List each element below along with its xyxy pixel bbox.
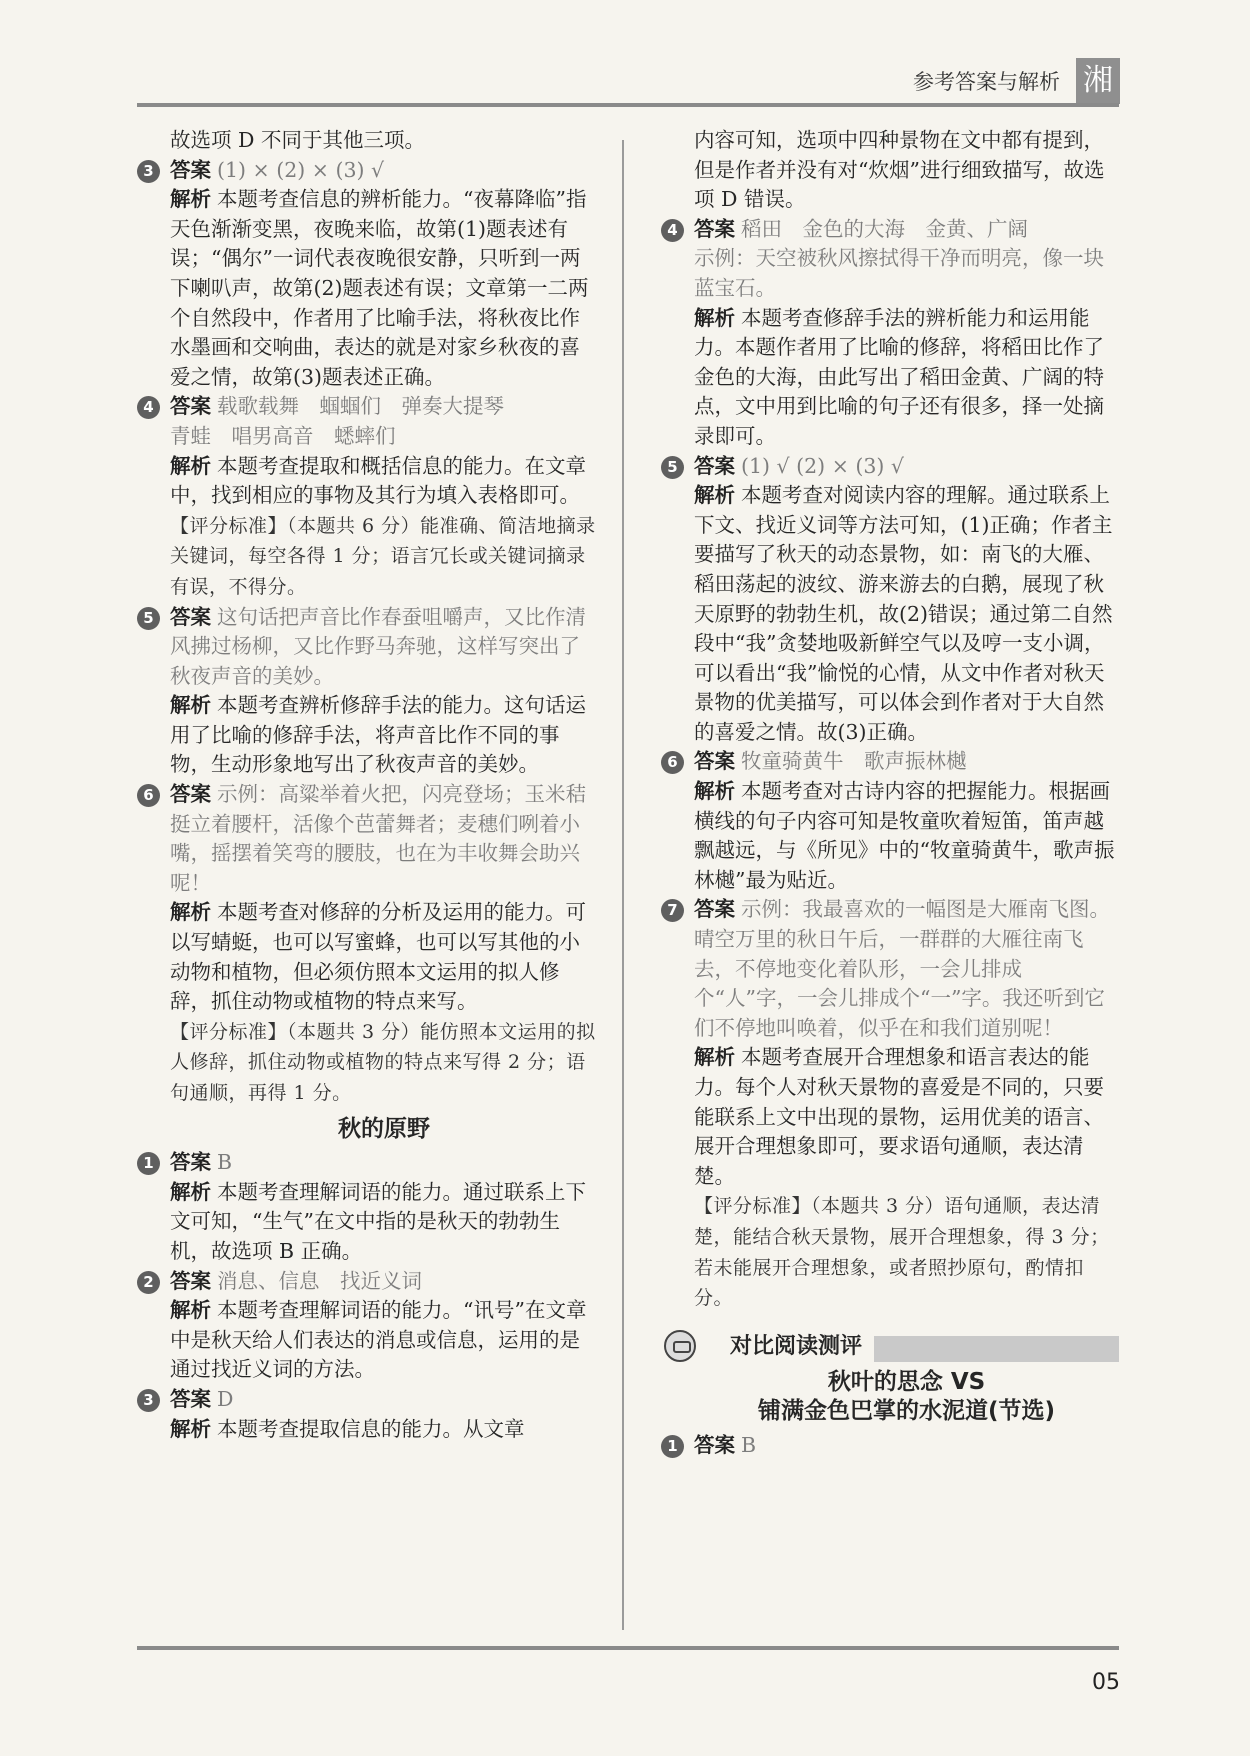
- item-s6: [667, 747, 1119, 895]
- answer-text: 这句话把声音比作春蚕咀嚼声，又比作清风拂过杨柳，又比作野马奔驰，这样写突出了秋夜声音的美妙。: [170, 604, 586, 688]
- compare-title-1: 秋叶的思念 VS: [827, 1368, 986, 1395]
- header-title: 参考答案与解析: [913, 70, 1060, 94]
- bottom-rule: [137, 1646, 1119, 1650]
- answer-text: (1) × (2) × (3) √: [217, 157, 385, 182]
- analysis-label: 解析: [170, 453, 211, 478]
- column-divider: [622, 140, 624, 1630]
- answer-label: 答案: [694, 1432, 735, 1457]
- analysis-text: 本题考查理解词语的能力。“讯号”在文章中是秋天给人们表达的消息或信息，运用的是通过找近义词的方法。: [170, 1298, 587, 1382]
- number-badge: 3: [137, 160, 160, 183]
- answer-label: 答案: [170, 1150, 211, 1175]
- answer-text: 稻田 金色的大海 金黄、广阔: [741, 216, 1028, 241]
- answer-text: B: [741, 1432, 757, 1457]
- number-badge: 6: [137, 784, 160, 807]
- analysis-text: 本题考查修辞手法的辨析能力和运用能力。本题作者用了比喻的修辞，将稻田比作了金色的大海，由此写出了稻田金黄、广阔的特点，文中用到比喻的句子还有很多，择一处摘录即可。: [694, 305, 1104, 448]
- item-s4: [667, 215, 1119, 452]
- compare-title-2: 铺满金色巴掌的水泥道(节选): [757, 1398, 1056, 1425]
- number-badge: 1: [661, 1435, 684, 1458]
- item-q3: [143, 156, 598, 393]
- answer-text: 牧童骑黄牛 歌声振林樾: [741, 749, 967, 774]
- analysis-label: 解析: [694, 1045, 735, 1070]
- item-s2: [143, 1267, 598, 1385]
- answer-text: 示例：高粱举着火把，闪亮登场；玉米秸挺立着腰杆，活像个芭蕾舞者；麦穗们咧着小嘴，摇摆着笑弯的腰肢，也在为丰收舞会助兴呢！: [170, 782, 586, 895]
- example-text: 示例：天空被秋风擦拭得干净而明亮，像一块蓝宝石。: [694, 246, 1104, 300]
- answer-label: 答案: [694, 453, 735, 478]
- reader-icon: [664, 1330, 696, 1362]
- analysis-text: 本题考查提取信息的能力。从文章: [217, 1416, 525, 1441]
- number-badge: 1: [137, 1152, 160, 1175]
- answer-text: 消息、信息 找近义词: [217, 1268, 422, 1293]
- answer-text-2: 青蛙 唱男高音 蟋蟀们: [170, 423, 396, 448]
- number-badge: 4: [661, 219, 684, 242]
- number-badge: 5: [137, 607, 160, 630]
- compare-label: 对比阅读测评: [730, 1333, 863, 1359]
- analysis-label: 解析: [694, 305, 735, 330]
- answer-text-1: 载歌载舞 蝈蝈们 弹奏大提琴: [217, 394, 504, 419]
- analysis-text: 本题考查对修辞的分析及运用的能力。可以写蜻蜓，也可以写蜜蜂，也可以写其他的小动物和植物，但必须仿照本文运用的拟人修辞，抓住动物或植物的特点来写。: [170, 900, 586, 1014]
- top-rule: [137, 103, 1119, 107]
- answer-label: 答案: [170, 1386, 211, 1411]
- item-s1: [143, 1148, 598, 1266]
- answer-label: 答案: [694, 897, 735, 922]
- item-q4: [143, 392, 598, 602]
- analysis-text: 本题考查理解词语的能力。通过联系上下文可知，“生气”在文中指的是秋天的勃勃生机，故选项 B 正确。: [170, 1179, 586, 1263]
- answer-label: 答案: [170, 604, 211, 629]
- left-column: [143, 126, 598, 1444]
- item-s7: [667, 895, 1119, 1313]
- scoring-standard: 【评分标准】（本题共 3 分）语句通顺，表达清楚，能结合秋天景物，展开合理想象，得 3 分；若未能展开合理想象，或者照抄原句，酌情扣分。: [694, 1195, 1110, 1310]
- page-number: 05: [1092, 1670, 1120, 1695]
- analysis-label: 解析: [694, 483, 735, 508]
- analysis-label: 解析: [170, 1179, 211, 1204]
- number-badge: 3: [137, 1389, 160, 1412]
- item-s5: [667, 452, 1119, 748]
- analysis-label: 解析: [170, 900, 211, 925]
- answer-label: 答案: [694, 216, 735, 241]
- right-intro: 内容可知，选项中四种景物在文中都有提到，但是作者并没有对“炊烟”进行细致描写，故选项 D 错误。: [694, 128, 1105, 212]
- header-bar: [874, 1336, 1119, 1362]
- item-q6: [143, 780, 598, 1109]
- number-badge: 7: [661, 899, 684, 922]
- number-badge: 6: [661, 751, 684, 774]
- right-column: [667, 126, 1119, 1461]
- item-s3: [143, 1385, 598, 1444]
- scoring-standard: 【评分标准】（本题共 6 分）能准确、简洁地摘录关键词，每空各得 1 分；语言冗长或关键词摘录有误，不得分。: [170, 514, 596, 598]
- header-tab: 湘: [1076, 58, 1120, 104]
- answer-label: 答案: [694, 749, 735, 774]
- analysis-text: 本题考查对古诗内容的把握能力。根据画横线的句子内容可知是牧童吹着短笛，笛声越飘越远，与《所见》中的“牧童骑黄牛，歌声振林樾”最为贴近。: [694, 779, 1115, 892]
- answer-text: D: [217, 1386, 234, 1411]
- analysis-text: 本题考查提取和概括信息的能力。在文章中，找到相应的事物及其行为填入表格即可。: [170, 453, 586, 508]
- analysis-label: 解析: [694, 779, 735, 804]
- analysis-label: 解析: [170, 1416, 211, 1441]
- number-badge: 4: [137, 396, 160, 419]
- section-title: 秋的原野: [338, 1115, 430, 1142]
- answer-text: B: [217, 1150, 233, 1175]
- analysis-label: 解析: [170, 693, 211, 718]
- analysis-text: 本题考查对阅读内容的理解。通过联系上下文、找近义词等方法可知，(1)正确；作者主要描写了秋天的动态景物，如：南飞的大雁、稻田荡起的波纹、游来游去的白鹅，展现了秋天原野的勃勃生机，故(2)错误；通过第二自然段中“我”贪婪地吸新鲜空气以及哼一支小调，可以看出“我”愉悦的心情，从文中作者对秋天景物的优美描写，可以体会到作者对于大自然的喜爱之情。故(3)正确。: [694, 483, 1113, 744]
- analysis-label: 解析: [170, 1298, 211, 1323]
- item-c1: [667, 1431, 1119, 1461]
- answer-label: 答案: [170, 394, 211, 419]
- answer-text: (1) √ (2) × (3) √: [741, 453, 904, 478]
- analysis-text: 本题考查信息的辨析能力。“夜幕降临”指天色渐渐变黑，夜晚来临，故第(1)题表述有误；“偶尔”一词代表夜晚很安静，只听到一两下喇叭声，故第(2)题表述有误；文章第一二两个自然段中，作者用了比喻手法，将秋夜比作水墨画和交响曲，表达的就是对家乡秋夜的喜爱之情，故第(3)题表述正确。: [170, 187, 589, 389]
- answer-text: 示例：我最喜欢的一幅图是大雁南飞图。晴空万里的秋日午后，一群群的大雁往南飞去，不停地变化着队形，一会儿排成个“人”字，一会儿排成个“一”字。我还听到它们不停地叫唤着，似乎在和我们道别呢！: [694, 897, 1110, 1040]
- left-intro: 故选项 D 不同于其他三项。: [170, 128, 425, 152]
- answer-label: 答案: [170, 1268, 211, 1293]
- number-badge: 5: [661, 456, 684, 479]
- analysis-text: 本题考查辨析修辞手法的能力。这句话运用了比喻的修辞手法，将声音比作不同的事物，生动形象地写出了秋夜声音的美妙。: [170, 693, 586, 777]
- answer-label: 答案: [170, 782, 211, 807]
- analysis-text: 本题考查展开合理想象和语言表达的能力。每个人对秋天景物的喜爱是不同的，只要能联系上文中出现的景物，运用优美的语言、展开合理想象即可，要求语句通顺，表达清楚。: [694, 1045, 1104, 1188]
- compare-reading-header: [694, 1330, 1119, 1366]
- number-badge: 2: [137, 1271, 160, 1294]
- answer-label: 答案: [170, 157, 211, 182]
- item-q5: [143, 603, 598, 781]
- analysis-label: 解析: [170, 187, 211, 212]
- scoring-standard: 【评分标准】（本题共 3 分）能仿照本文运用的拟人修辞，抓住动物或植物的特点来写得 2 分；语句通顺，再得 1 分。: [170, 1020, 596, 1104]
